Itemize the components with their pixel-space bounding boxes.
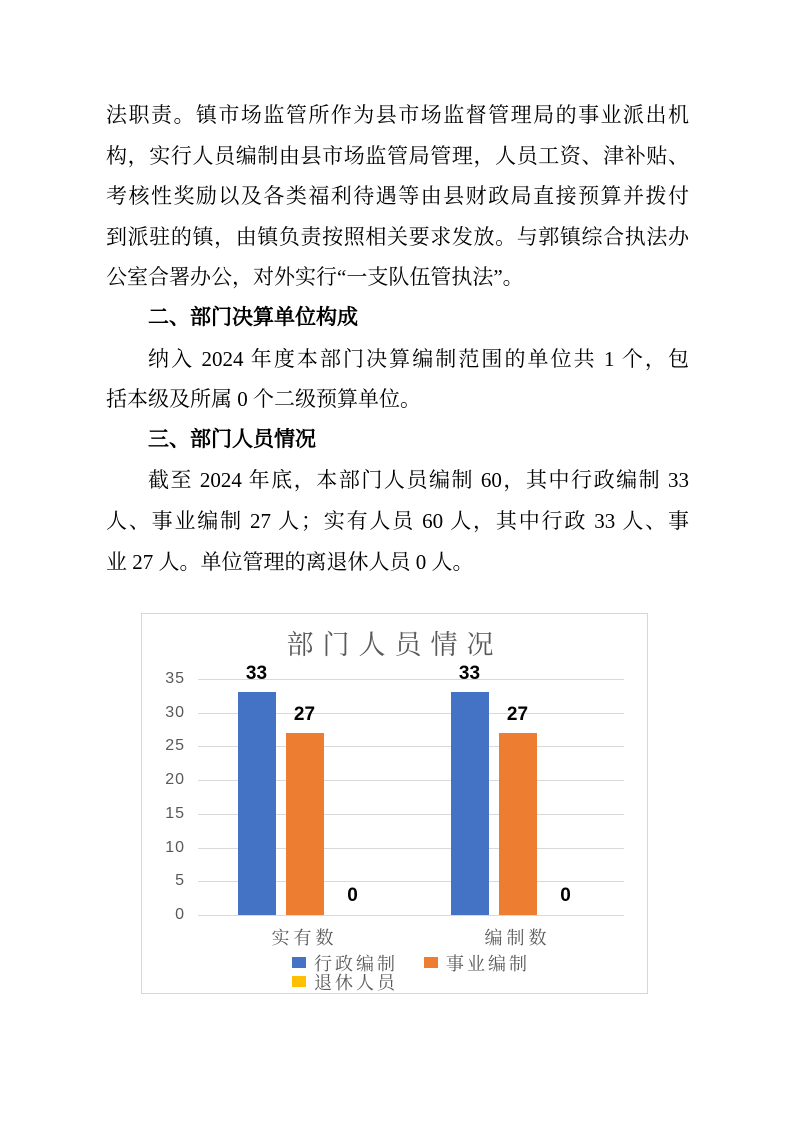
paragraph-line: 到派驻的镇，由镇负责按照相关要求发放。与郭镇综合执法办 xyxy=(106,224,689,249)
paragraph-line: 截至 2024 年底，本部门人员编制 60，其中行政编制 33 xyxy=(148,468,689,493)
bar xyxy=(286,733,324,915)
chart-plot-area xyxy=(142,614,647,993)
y-axis-tick-label: 30 xyxy=(165,703,185,721)
paragraph-line: 法职责。镇市场监管所作为县市场监督管理局的事业派出机 xyxy=(106,103,689,127)
legend-label: 行政编制 xyxy=(314,953,398,974)
category-label: 实有数 xyxy=(271,928,338,948)
y-axis-tick-label: 25 xyxy=(165,737,185,755)
paragraph-line: 括本级及所属 0 个二级预算单位。 xyxy=(106,387,421,412)
paragraph-line: 构，实行人员编制由县市场监管局管理，人员工资、津补贴、 xyxy=(106,143,689,168)
chart-title: 部门人员情况 xyxy=(286,630,503,660)
bar-data-label: 0 xyxy=(560,885,571,906)
paragraph-line: 纳入 2024 年度本部门决算编制范围的单位共 1 个，包 xyxy=(148,346,689,371)
bar-data-label: 33 xyxy=(458,663,481,685)
legend-swatch-icon xyxy=(292,957,306,968)
y-axis-tick-label: 0 xyxy=(175,906,185,923)
personnel-bar-chart xyxy=(141,613,648,994)
legend-label: 事业编制 xyxy=(446,953,530,974)
y-axis-tick-label: 35 xyxy=(165,669,185,687)
gridline xyxy=(198,915,624,916)
bar-data-label: 0 xyxy=(347,885,358,906)
section-heading-personnel: 三、部门人员情况 xyxy=(148,427,316,451)
bar xyxy=(451,692,489,915)
bar-data-label: 27 xyxy=(506,703,529,725)
legend-swatch-icon xyxy=(424,957,438,968)
paragraph-line: 业 27 人。单位管理的离退休人员 0 人。 xyxy=(106,549,474,574)
bar-data-label: 33 xyxy=(245,663,268,685)
paragraph-line: 人、事业编制 27 人；实有人员 60 人，其中行政 33 人、事 xyxy=(106,508,689,533)
paragraph-line: 考核性奖励以及各类福利待遇等由县财政局直接预算并拨付 xyxy=(106,184,689,209)
y-axis-tick-label: 10 xyxy=(165,838,185,856)
bar xyxy=(499,733,537,915)
legend-swatch-icon xyxy=(292,976,306,987)
y-axis-tick-label: 15 xyxy=(165,804,185,822)
bar xyxy=(238,692,276,915)
section-heading-unit-composition: 二、部门决算单位构成 xyxy=(148,305,358,329)
body-text xyxy=(106,95,689,582)
legend-item xyxy=(292,972,398,991)
y-axis-tick-label: 20 xyxy=(165,771,185,788)
chart-legend xyxy=(292,953,560,991)
y-axis-tick-label: 5 xyxy=(175,872,185,890)
legend-label: 退休人员 xyxy=(314,972,398,993)
bar-data-label: 27 xyxy=(293,703,316,725)
paragraph-line: 公室合署办公，对外实行“一支队伍管执法”。 xyxy=(106,265,524,290)
category-label: 编制数 xyxy=(484,928,551,948)
legend-item xyxy=(424,953,530,972)
